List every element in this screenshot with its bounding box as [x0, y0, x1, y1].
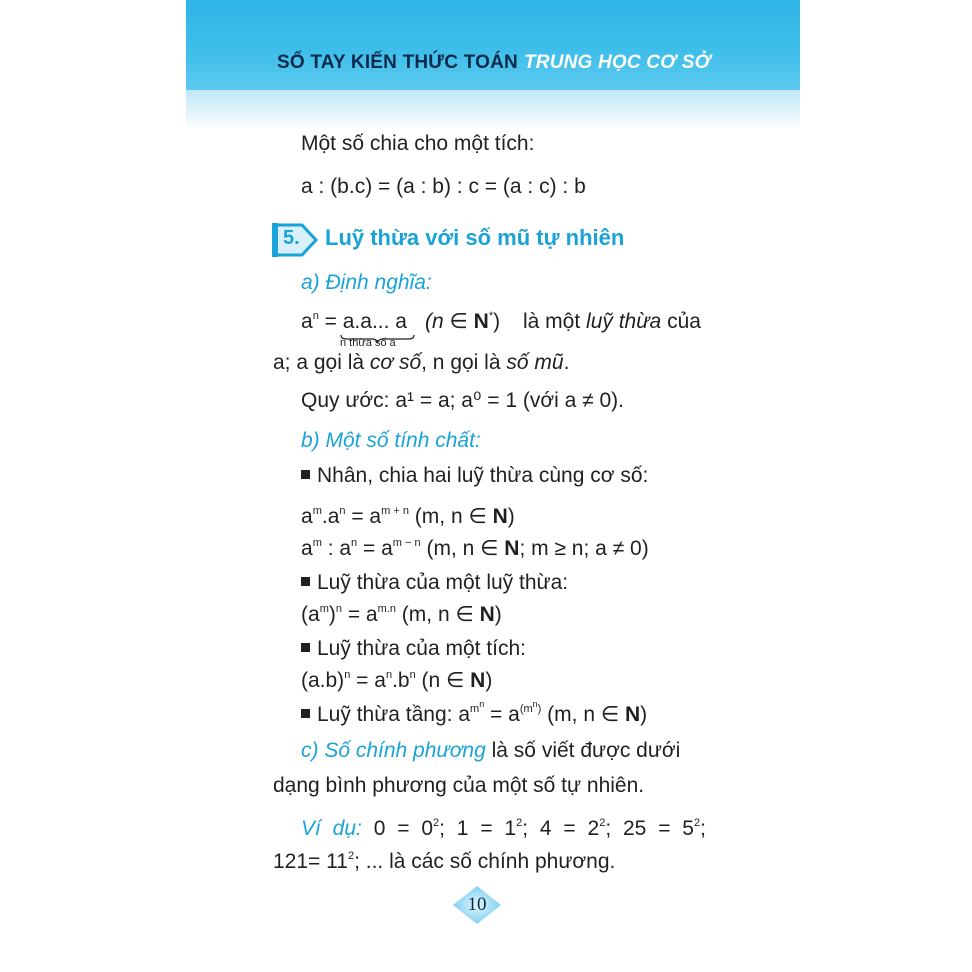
bullet-2-text: Luỹ thừa của một luỹ thừa: — [317, 571, 569, 594]
example-line2: $121= 11^2$; ... là các số chính phương. — [273, 850, 616, 873]
section-number: 5. — [283, 227, 300, 249]
definition-line2-a: a; a gọi là — [273, 351, 365, 374]
definition-condition: (n ∈ N*) — [425, 310, 501, 333]
definition-text-1: là một — [523, 310, 581, 333]
bullet-4-text: Luỹ thừa tầng: — [317, 703, 453, 726]
properties-heading: b) Một số tính chất: — [301, 429, 481, 452]
bullet-1-text: Nhân, chia hai luỹ thừa cùng cơ số: — [317, 464, 649, 487]
bullet-4: Luỹ thừa tầng: $a^{m^n} = a^{(m^n)}$ (m, n ∈ N) — [301, 704, 647, 725]
definition-heading: a) Định nghĩa: — [301, 271, 432, 294]
bullet-3-text: Luỹ thừa của một tích: — [317, 637, 526, 660]
example-line1: Ví dụ: $0 = 0^2$; $1 = 1^2$; $4 = 2^2$; $25 = 5^2$; — [301, 817, 706, 840]
bullet-square-icon — [301, 709, 310, 718]
book-title — [277, 52, 711, 74]
square-number-line2: dạng bình phương của một số tự nhiên. — [273, 774, 645, 797]
definition-text-2: của — [667, 310, 701, 333]
definition-text — [523, 311, 701, 332]
bullet-square-icon — [301, 643, 310, 652]
convention: Quy ước: a¹ = a; a⁰ = 1 (với a ≠ 0). — [301, 389, 624, 412]
definition-line2-b: , n gọi là — [421, 351, 501, 374]
square-number-text1: là số viết được dưới — [491, 739, 681, 762]
example-end: ... là các số chính phương. — [365, 850, 616, 873]
bullet-square-icon — [301, 577, 310, 586]
page-number: 10 — [467, 894, 487, 915]
bullet-3 — [301, 638, 526, 659]
definition-line2: a; a gọi là cơ số, n gọi là số mũ. — [273, 351, 570, 374]
book-title-main: SỔ TAY KIẾN THỨC TOÁN — [277, 52, 518, 73]
term-exponent: số mũ — [506, 351, 564, 374]
formula-power-of-power: $(a^m)^n = a^{m.n}$ (m, n ∈ N) — [301, 603, 502, 626]
bullet-1 — [301, 465, 648, 486]
intro-text: Một số chia cho một tích: — [301, 132, 535, 155]
bullet-square-icon — [301, 470, 310, 479]
section-title: Luỹ thừa với số mũ tự nhiên — [325, 225, 625, 250]
example-label: Ví dụ: — [301, 817, 362, 840]
header-shade — [186, 90, 800, 130]
square-number-term: c) Số chính phương — [301, 739, 486, 762]
formula-power-of-product: $(a.b)^n = a^n.b^n$ (n ∈ N) — [301, 669, 493, 692]
formula-divide: $a^m$ : $a^n = a^{m - n}$ (m, n ∈ N; m ≥ n; a ≠ 0) — [301, 537, 649, 560]
definition-term: luỹ thừa — [586, 310, 662, 333]
square-number-line1 — [301, 740, 680, 761]
term-base: cơ số — [369, 351, 422, 374]
book-title-accent: TRUNG HỌC CƠ SỞ — [523, 52, 711, 73]
header-band — [186, 0, 800, 90]
definition-formula: $a^n = a.a$... a — [301, 310, 407, 333]
underbrace-label: n thừa số a — [340, 337, 396, 349]
bullet-2 — [301, 572, 568, 593]
formula-multiply: $a^m.a^n = a^{m + n}$ (m, n ∈ N) — [301, 505, 515, 528]
intro-formula: a : (b.c) = (a : b) : c = (a : c) : b — [301, 175, 586, 198]
